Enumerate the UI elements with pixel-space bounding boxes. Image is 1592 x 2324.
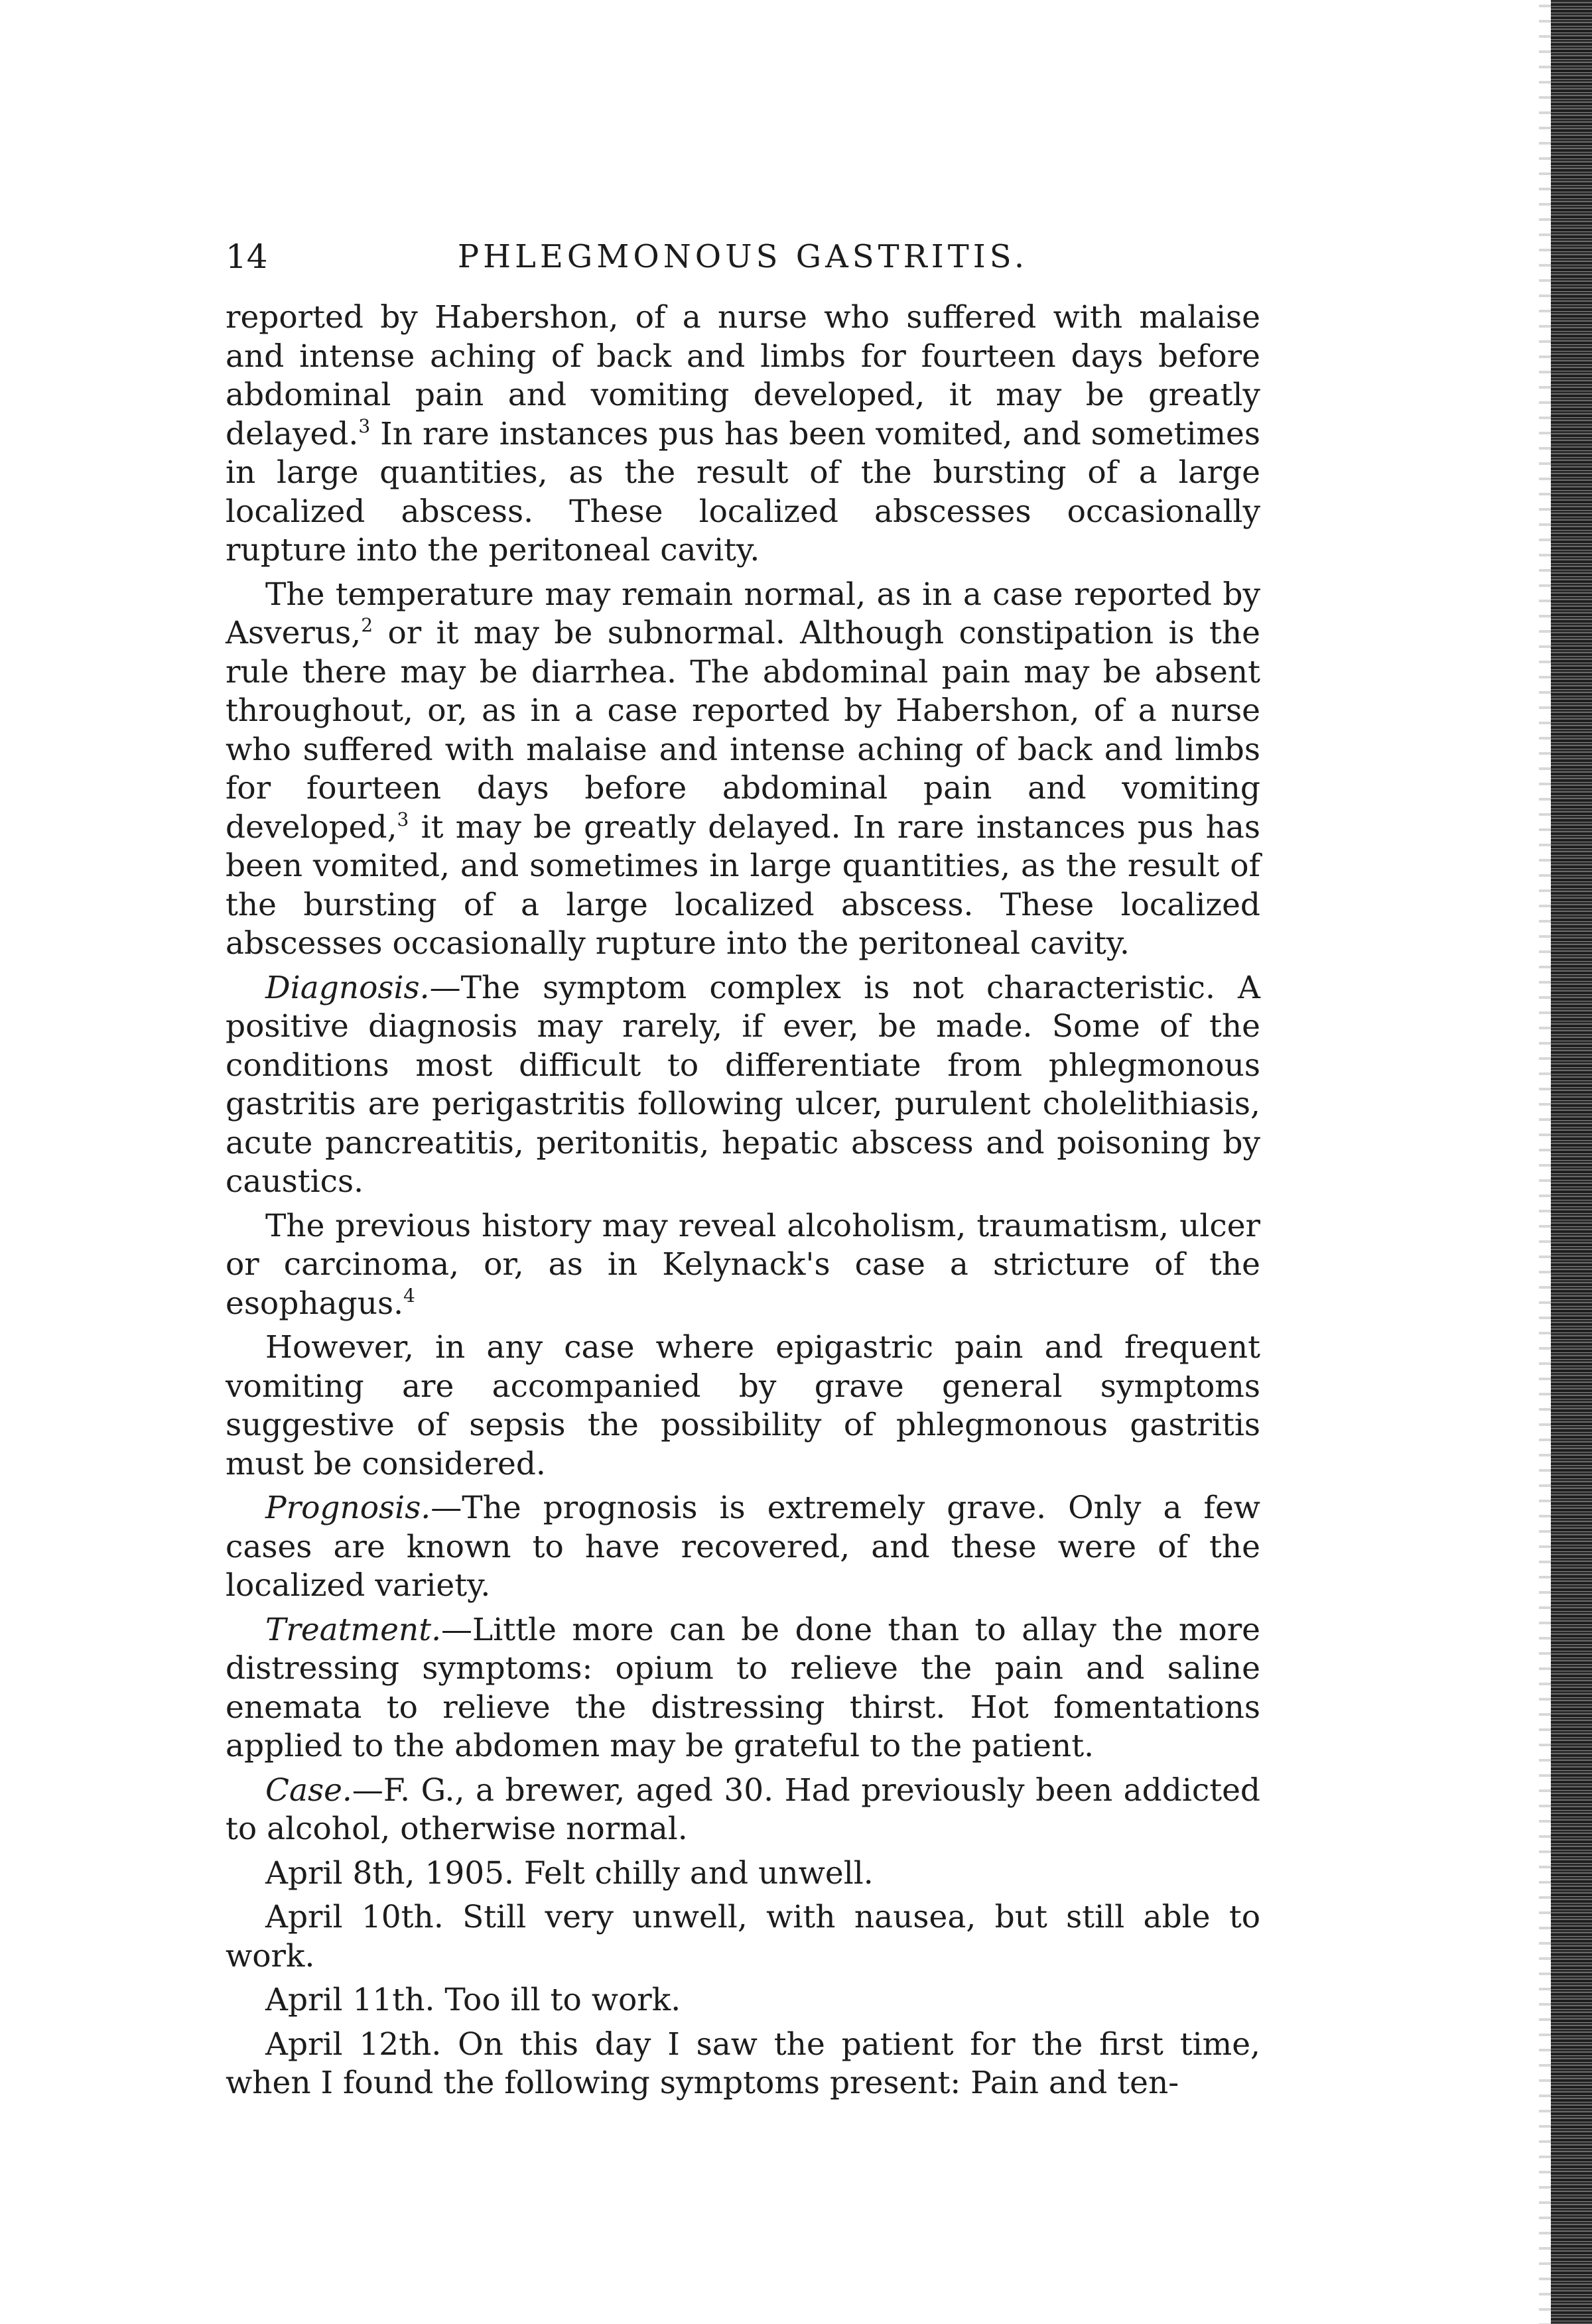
paragraph-diagnosis	[226, 969, 1260, 1202]
paragraph-treatment	[226, 1611, 1260, 1766]
footnote-marker: 3	[397, 808, 409, 830]
page-number: 14	[226, 237, 268, 276]
scanned-page-edge	[1539, 0, 1592, 2324]
paragraph-however	[226, 1328, 1260, 1484]
paragraph-text: April 8th, 1905. Felt chilly and unwell.	[265, 1854, 874, 1892]
paragraph-april-11	[226, 1981, 1260, 2020]
paragraph-april-8	[226, 1854, 1260, 1894]
footnote-marker: 3	[358, 415, 371, 437]
paragraph-text: However, in any case where epigastric pain and frequent vomiting are accompanied by grave general symptoms suggestive of sepsis the possibility of phlegmonous gastritis must be considered.	[226, 1329, 1260, 1482]
paragraph-text: reported by Habershon, of a nurse who suffered with malaise and intense aching of back and limbs for fourteen days before abdominal pain and vomiting developed, it may be greatly delayed.	[226, 299, 1260, 452]
paragraph-text: it may be greatly delayed. In rare instances pus has been vomited, and sometimes in large quantities, as the result of the bursting of a large localized abscess. These localized abscesses occasionally rupture into the peritoneal cavity.	[226, 808, 1260, 962]
paragraph-april-12	[226, 2026, 1260, 2103]
paragraph-text: April 12th. On this day I saw the patient for the first time, when I found the following symptoms present: Pain and ten-	[226, 2026, 1260, 2101]
paragraph-continuation	[226, 298, 1260, 570]
section-lead: Case.	[265, 1772, 352, 1809]
paragraph-text: April 10th. Still very unwell, with nausea, but still able to work.	[226, 1899, 1260, 1974]
page-header	[226, 233, 1260, 280]
paragraph-temperature	[226, 576, 1260, 964]
footnote-marker: 2	[361, 614, 373, 636]
running-head: PHLEGMONOUS GASTRITIS.	[457, 238, 1029, 275]
paragraph-text: —Little more can be done than to allay the more distressing symptoms: opium to relieve the pain and saline enemata to relieve the distressing thirst. Hot fomentations applied to the abdomen may be grateful to the patient.	[226, 1611, 1260, 1764]
body-text	[226, 298, 1260, 2103]
section-lead: Treatment.	[265, 1611, 442, 1648]
section-lead: Prognosis.	[265, 1490, 431, 1526]
paragraph-text: The previous history may reveal alcoholism, traumatism, ulcer or carcinoma, or, as in Kelynack's case a stricture of the esophagus.	[226, 1207, 1260, 1322]
paragraph-prognosis	[226, 1489, 1260, 1606]
paragraph-text: April 11th. Too ill to work.	[265, 1982, 681, 2018]
paragraph-text: or it may be subnormal. Although constipation is the rule there may be diarrhea. The abdominal pain may be absent throughout, or, as in a case reported by Habershon, of a nurse who suffered with malaise and intense aching of back and limbs for fourteen days before abdominal pain and vomiting developed,	[226, 615, 1260, 846]
footnote-marker: 4	[403, 1284, 415, 1307]
paragraph-case	[226, 1772, 1260, 1849]
paragraph-april-10	[226, 1898, 1260, 1976]
paragraph-text: —The symptom complex is not characteristic. A positive diagnosis may rarely, if ever, be made. Some of the conditions most difficult to differentiate from phlegmonous gastritis are perigastritis following ulcer, purulent cholelithiasis, acute pancreatitis, peritonitis, hepatic abscess and poisoning by caustics.	[226, 969, 1260, 1200]
section-lead: Diagnosis.	[265, 969, 430, 1006]
paragraph-text: —The prognosis is extremely grave. Only a few cases are known to have recovered, and these were of the localized variety.	[226, 1490, 1260, 1604]
paragraph-history	[226, 1207, 1260, 1324]
paragraph-text: In rare instances pus has been vomited, and sometimes in large quantities, as the result of the bursting of a large localized abscess. These localized abscesses occasionally rupture into the peritoneal cavity.	[226, 415, 1260, 568]
paragraph-text: —F. G., a brewer, aged 30. Had previously been addicted to alcohol, otherwise normal.	[226, 1772, 1260, 1847]
paragraph-text: The temperature may remain normal, as in a case reported by Asverus,	[226, 576, 1260, 651]
